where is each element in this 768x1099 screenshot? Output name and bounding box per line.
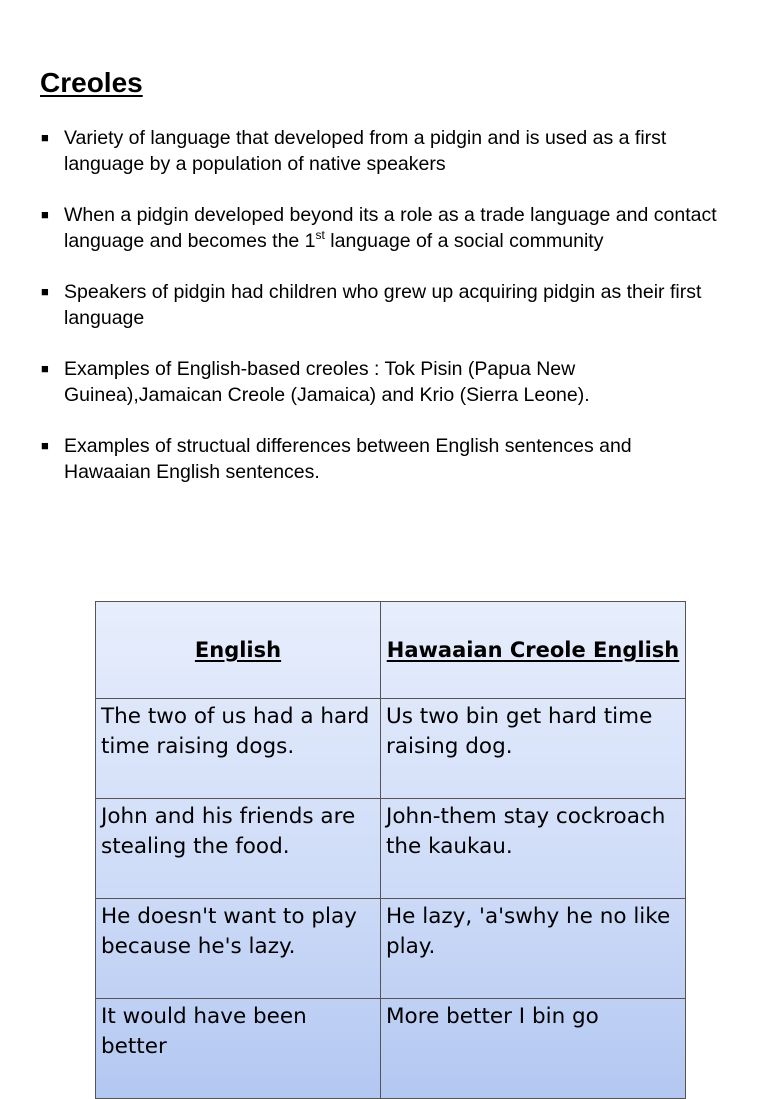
table-cell-creole: More better I bin go bbox=[381, 999, 686, 1099]
bullet-text: Examples of English-based creoles : Tok Pisin (Papua New Guinea),Jamaican Creole (Jamaica) and Krio (Sierra Leone). bbox=[64, 358, 590, 406]
table-row bbox=[96, 699, 686, 799]
square-bullet-icon: ■ bbox=[41, 361, 49, 376]
bullet-text: Examples of structual differences between English sentences and Hawaaian English sentences. bbox=[64, 435, 632, 483]
ordinal-superscript: st bbox=[315, 228, 325, 242]
column-header-hawaiian-creole: Hawaaian Creole English bbox=[381, 602, 686, 699]
bullet-text: Speakers of pidgin had children who grew up acquiring pidgin as their first language bbox=[64, 281, 702, 329]
table-cell-english: John and his friends are stealing the food. bbox=[96, 799, 381, 899]
table-cell-english: It would have been better bbox=[96, 999, 381, 1099]
table-row bbox=[96, 799, 686, 899]
table-cell-creole: John-them stay cockroach the kaukau. bbox=[381, 799, 686, 899]
bullet-item-speakers bbox=[40, 279, 720, 331]
square-bullet-icon: ■ bbox=[41, 207, 49, 222]
table-row bbox=[96, 999, 686, 1099]
table-cell-creole: Us two bin get hard time raising dog. bbox=[381, 699, 686, 799]
table-cell-english: The two of us had a hard time raising dogs. bbox=[96, 699, 381, 799]
bullet-item-examples bbox=[40, 356, 720, 408]
table-cell-creole: He lazy, 'a'swhy he no like play. bbox=[381, 899, 686, 999]
page-title: Creoles bbox=[40, 67, 143, 98]
square-bullet-icon: ■ bbox=[41, 130, 49, 145]
bullet-text: Variety of language that developed from a pidgin and is used as a first language by a population of native speakers bbox=[64, 127, 667, 175]
square-bullet-icon: ■ bbox=[41, 284, 49, 299]
table-row bbox=[96, 899, 686, 999]
bullet-text bbox=[64, 204, 717, 252]
bullet-list bbox=[40, 125, 720, 510]
bullet-item-development bbox=[40, 202, 720, 254]
column-header-english: English bbox=[96, 602, 381, 699]
square-bullet-icon: ■ bbox=[41, 438, 49, 453]
bullet-text-part: language of a social community bbox=[324, 230, 604, 252]
bullet-text-part: When a pidgin developed beyond its a role as a trade language and contact language and becomes the 1 bbox=[64, 204, 717, 252]
comparison-table bbox=[95, 601, 686, 1099]
table-cell-english: He doesn't want to play because he's lazy. bbox=[96, 899, 381, 999]
bullet-item-definition bbox=[40, 125, 720, 177]
bullet-item-differences bbox=[40, 433, 720, 485]
table-header-row bbox=[96, 602, 686, 699]
